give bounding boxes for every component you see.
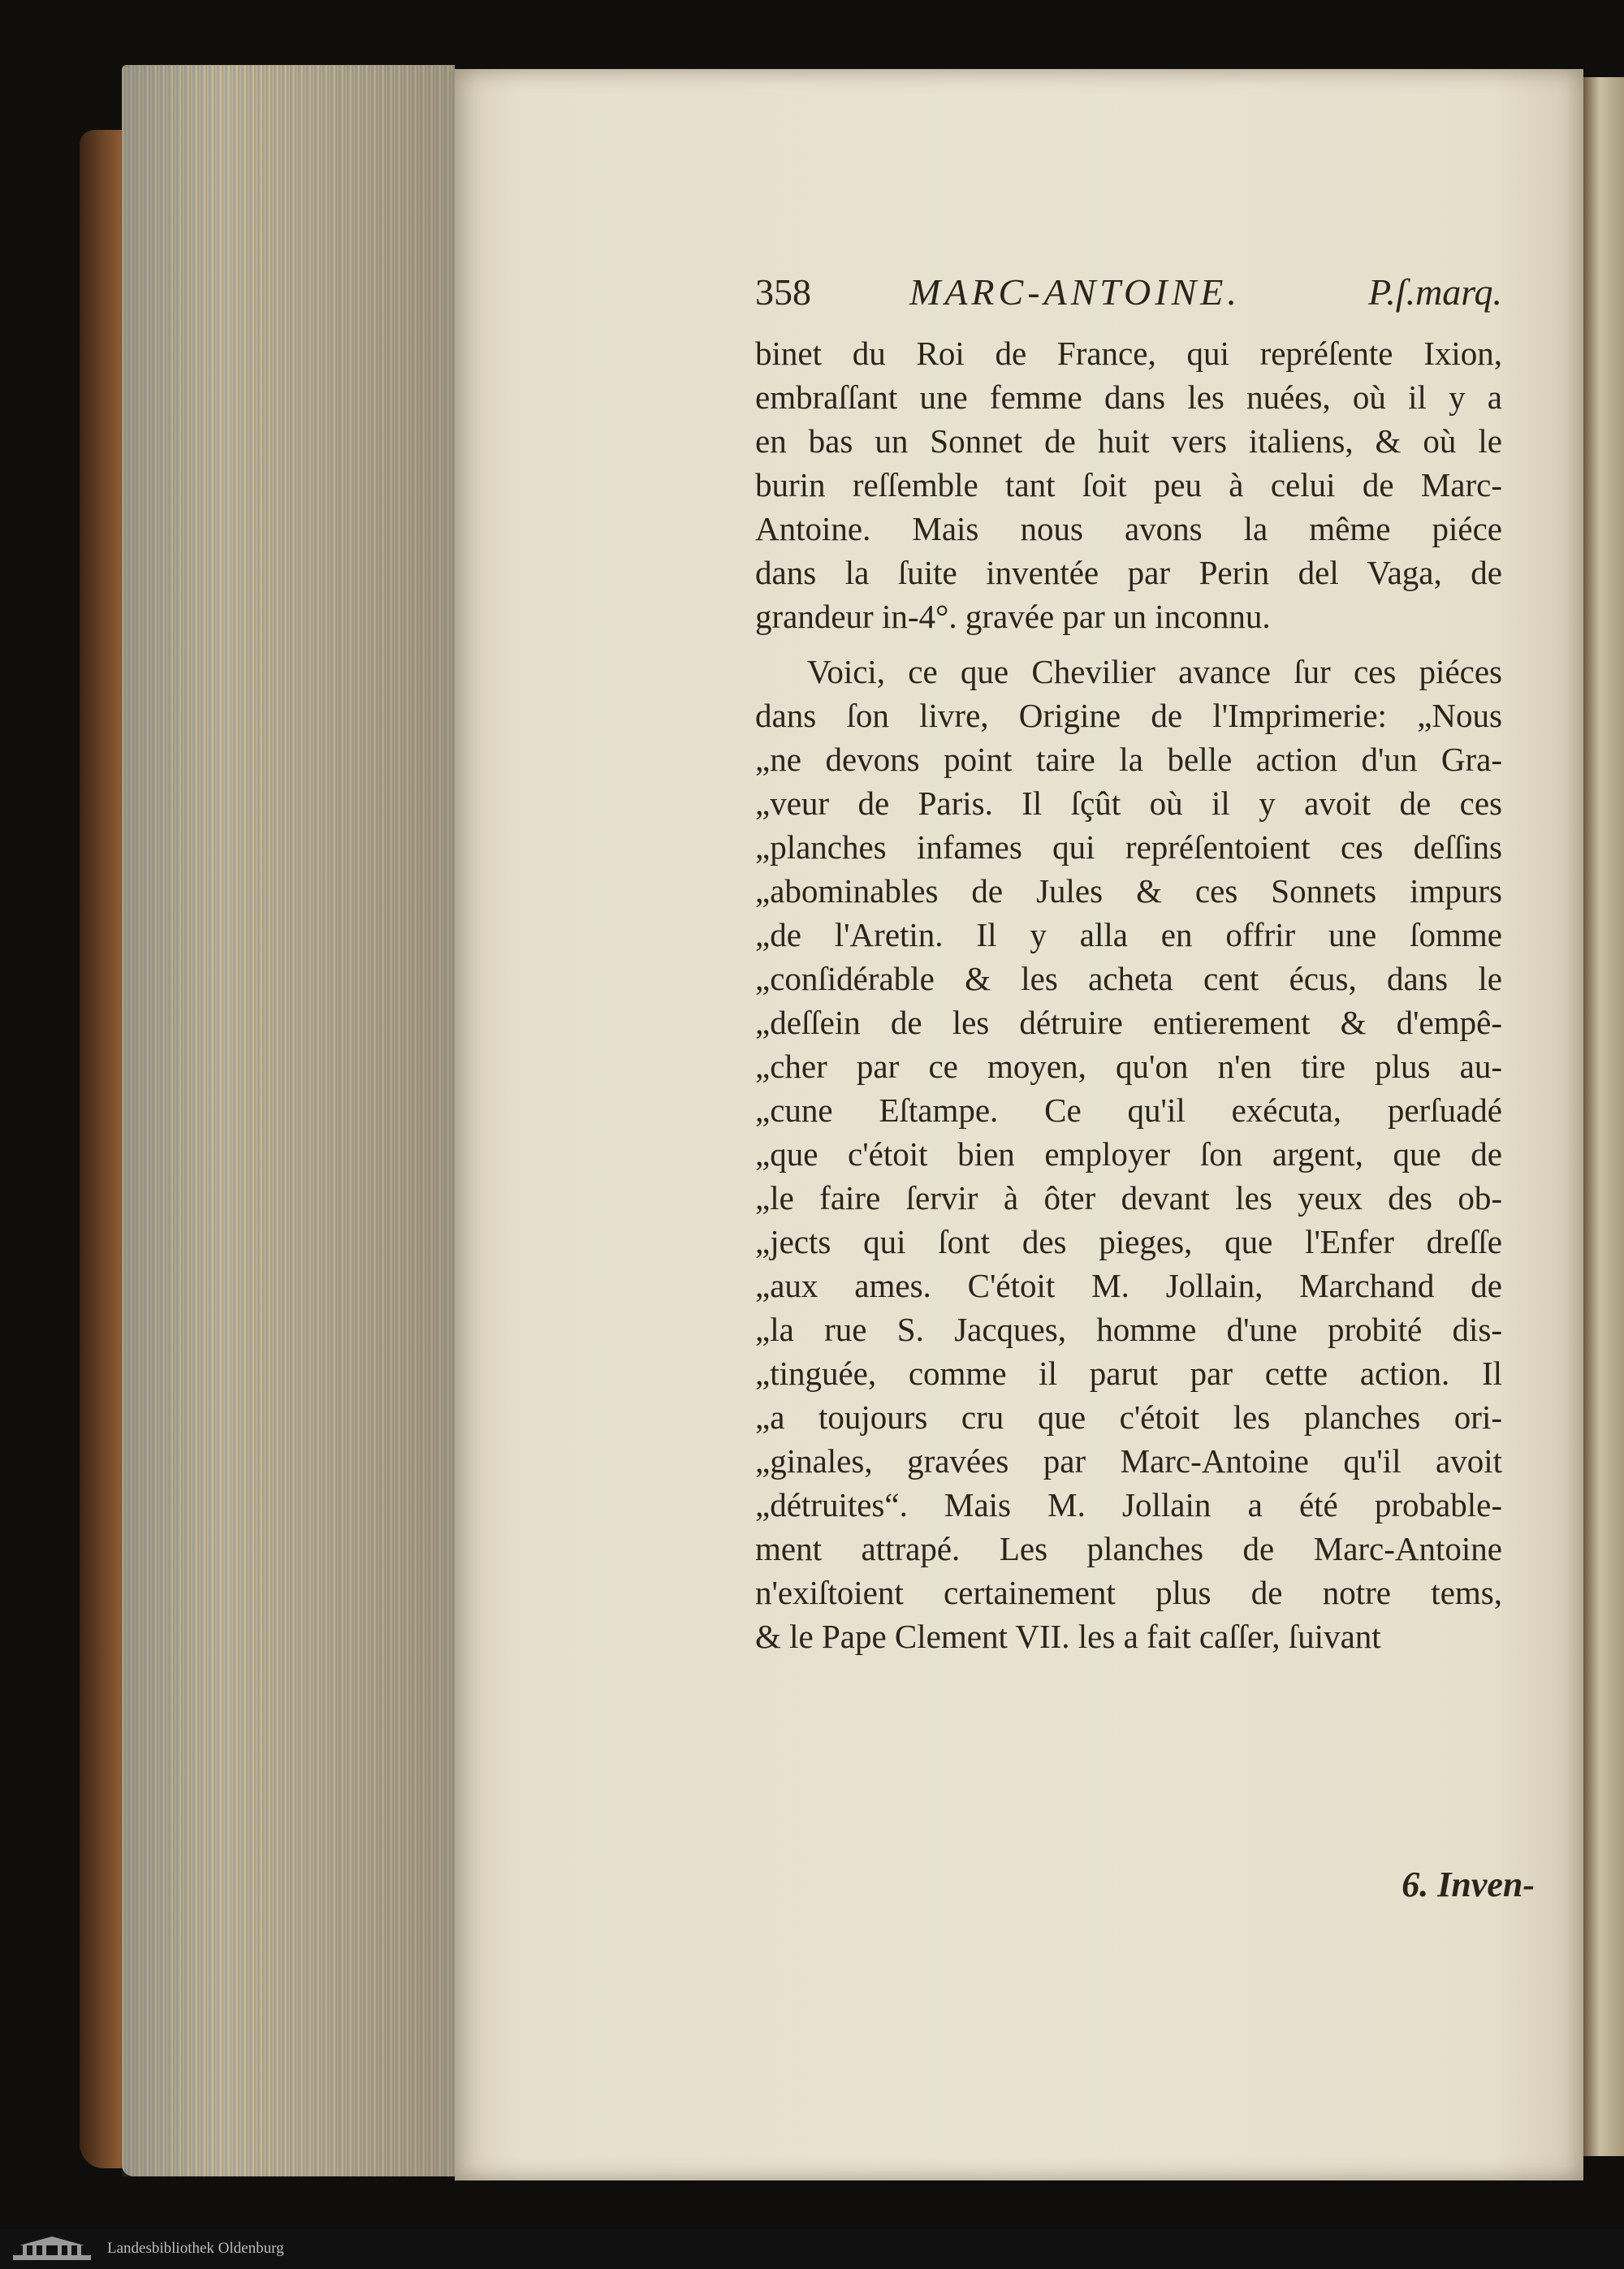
- text-line: „détruites“. Mais M. Jollain a été probable-: [755, 1486, 1502, 1523]
- paragraph-gap: [755, 638, 1502, 650]
- text-line: dans ſon livre, Origine de l'Imprimerie: „Nous: [755, 697, 1502, 734]
- facing-page-edge: [1583, 77, 1624, 2156]
- text-line: & le Pape Clement VII. les a fait caſſer, ſuivant: [755, 1618, 1381, 1655]
- page-number: 358: [755, 271, 811, 313]
- text-line: „ginales, gravées par Marc-Antoine qu'il avoit: [755, 1442, 1502, 1480]
- text-line: „la rue S. Jacques, homme d'une probité dis-: [755, 1311, 1502, 1348]
- text-line: n'exiſtoient certainement plus de notre tems,: [755, 1574, 1502, 1611]
- text-line: ment attrapé. Les planches de Marc-Antoine: [755, 1530, 1502, 1567]
- text-line: „cune Eſtampe. Ce qu'il exécuta, perſuadé: [755, 1091, 1502, 1129]
- text-line: Voici, ce que Chevilier avance ſur ces piéces: [807, 653, 1502, 690]
- text-line: en bas un Sonnet de huit vers italiens, & où le: [755, 422, 1502, 460]
- library-label: Landesbibliothek Oldenburg: [107, 2240, 284, 2257]
- running-header: [755, 268, 1502, 317]
- catchword: 6. Inven-: [1402, 1865, 1535, 1904]
- text-line: burin reſſemble tant ſoit peu à celui de Marc-: [755, 466, 1502, 504]
- text-line: „cher par ce moyen, qu'on n'en tire plus au-: [755, 1048, 1502, 1085]
- section-ref: P.ſ.marq.: [1368, 271, 1502, 313]
- text-line: Antoine. Mais nous avons la même piéce: [755, 510, 1502, 547]
- text-line: „de l'Aretin. Il y alla en offrir une ſomme: [755, 916, 1502, 953]
- text-line: „jects qui ſont des pieges, que l'Enfer dreſſe: [755, 1223, 1502, 1260]
- paragraph-1: [755, 331, 1502, 638]
- text-line: „veur de Paris. Il ſçût où il y avoit de ces: [755, 784, 1502, 822]
- library-logo-icon: [11, 2234, 93, 2263]
- text-line: „deſſein de les détruire entierement & d'empê-: [755, 1004, 1502, 1041]
- footer-bar: [0, 2229, 1624, 2269]
- text-area: [755, 268, 1502, 1658]
- text-line: „que c'étoit bien employer ſon argent, que de: [755, 1135, 1502, 1173]
- text-line: „a toujours cru que c'étoit les planches ori-: [755, 1398, 1502, 1436]
- running-title: MARC-ANTOINE.: [909, 271, 1241, 313]
- text-line: „abominables de Jules & ces Sonnets impurs: [755, 872, 1502, 910]
- text-line: „planches infames qui repréſentoient ces deſſins: [755, 828, 1502, 866]
- text-line: „conſidérable & les acheta cent écus, dans le: [755, 960, 1502, 997]
- paragraph-2: [755, 650, 1502, 1658]
- text-line: „ne devons point taire la belle action d'un Gra-: [755, 741, 1502, 778]
- text-line: „aux ames. C'étoit M. Jollain, Marchand de: [755, 1267, 1502, 1304]
- text-line: binet du Roi de France, qui repréſente Ixion,: [755, 335, 1502, 372]
- text-line: embraſſant une femme dans les nuées, où il y a: [755, 378, 1502, 416]
- text-line: „tinguée, comme il parut par cette action. Il: [755, 1355, 1502, 1392]
- text-line: grandeur in-4°. gravée par un inconnu.: [755, 598, 1271, 635]
- page-block-edge: [122, 65, 455, 2176]
- text-line: dans la ſuite inventée par Perin del Vaga, de: [755, 554, 1502, 591]
- text-line: „le faire ſervir à ôter devant les yeux des ob-: [755, 1179, 1502, 1217]
